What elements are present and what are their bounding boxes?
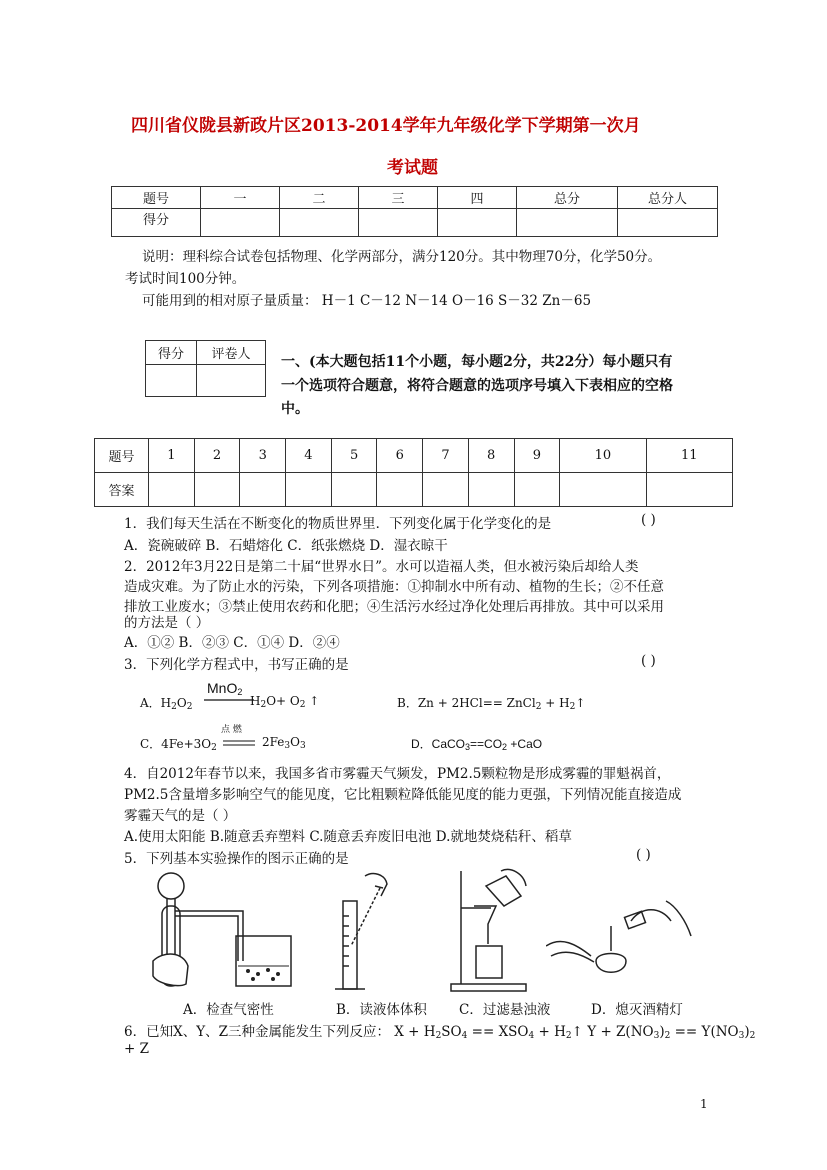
score-header: 题号 (112, 187, 201, 209)
q5-answer-paren: ( ) (636, 847, 651, 863)
score-header: 二 (280, 187, 359, 209)
q5-figure-c-filtration-icon (446, 866, 536, 996)
answer-number: 9 (514, 439, 560, 473)
grader-score-cell[interactable] (146, 365, 197, 397)
q3-answer-paren: ( ) (641, 653, 656, 669)
answer-table (94, 438, 733, 507)
q3-option-a: A．$H_2O_2$ (140, 696, 193, 712)
score-header: 总分 (517, 187, 618, 209)
page-number: 1 (700, 1097, 708, 1111)
section1-line2: 一个选项符合题意，将符合题意的选项序号填入下表相应的空格 (281, 378, 673, 394)
score-cell[interactable] (280, 209, 359, 237)
doc-title-line1: 四川省仪陇县新政片区2013-2014学年九年级化学下学期第一次月 (131, 116, 641, 136)
answer-row-label: 题号 (95, 439, 149, 473)
q3-option-d: D．$CaCO_3==CO_2 +CaO$ (411, 737, 543, 752)
answer-cell[interactable] (377, 473, 423, 507)
answer-number: 11 (646, 439, 732, 473)
note-line1: 说明：理科综合试卷包括物理、化学两部分，满分120分。其中物理70分，化学50分。 (142, 249, 662, 265)
q3-stem: 3．下列化学方程式中，书写正确的是 (124, 657, 349, 673)
answer-cell[interactable] (423, 473, 469, 507)
note-line2: 考试时间100分钟。 (125, 271, 246, 287)
grader-box (145, 340, 266, 397)
answer-number: 2 (194, 439, 240, 473)
answer-cell[interactable] (514, 473, 560, 507)
q3-option-b: B．Zn + 2HCl== ZnCl$_2$ + $H_2↑$ (397, 696, 586, 712)
q3-c-product: $2Fe_3O_3$ (262, 735, 306, 751)
score-header: 三 (359, 187, 438, 209)
q3-a-label: A． (140, 696, 161, 710)
q6-line1: 6．已知X、Y、Z三种金属能发生下列反应： $X + H_2SO_4 == XSO_4$ + $H_2↑$ $Y + Z(NO_3)_2 == Y(NO_3)_2$ (124, 1024, 756, 1041)
q2-options: A．①② B．②③ C．①④ D．②④ (124, 635, 340, 651)
q5-caption-c: C．过滤悬浊液 (459, 1002, 551, 1018)
q1-options: A．瓷碗破碎 B．石蜡熔化 C．纸张燃烧 D．湿衣晾干 (124, 538, 448, 554)
q4-line3: 雾霾天气的是（ ） (124, 808, 237, 824)
grader-name-label: 评卷人 (197, 341, 266, 365)
q1-stem: 1．我们每天生活在不断变化的物质世界里．下列变化属于化学变化的是 (124, 516, 552, 532)
q2-line3: 排放工业废水；③禁止使用农药和化肥；④生活污水经过净化处理后再排放。其中可以采用 (124, 599, 664, 615)
answer-number: 6 (377, 439, 423, 473)
q3-c-equals-sign (223, 740, 255, 746)
answer-number: 8 (468, 439, 514, 473)
q1-answer-paren: ( ) (641, 512, 656, 528)
q5-stem: 5．下列基本实验操作的图示正确的是 (124, 851, 349, 867)
q3-c-condition: 点 燃 (221, 725, 242, 735)
q3-a-catalyst: MnO$_2$ (207, 680, 243, 697)
score-cell[interactable] (201, 209, 280, 237)
answer-cell[interactable] (560, 473, 646, 507)
grader-name-cell[interactable] (197, 365, 266, 397)
score-header: 总分人 (618, 187, 718, 209)
answer-number: 7 (423, 439, 469, 473)
answer-cell[interactable] (331, 473, 377, 507)
q2-line1: 2．2012年3月22日是第二十届“世界水日”。水可以造福人类，但水被污染后却给人类 (124, 559, 639, 575)
score-table (111, 186, 718, 237)
score-header: 四 (438, 187, 517, 209)
q3-a-reactant: H (160, 696, 172, 710)
answer-number: 3 (240, 439, 286, 473)
section1-line1: 一、(本大题包括11个小题，每小题2分，共22分）每小题只有 (281, 354, 673, 370)
score-row-label: 得分 (112, 209, 201, 237)
q3-option-c: C．$4Fe+3O_2$ (140, 737, 217, 753)
answer-number: 1 (149, 439, 195, 473)
answer-row-label: 答案 (95, 473, 149, 507)
q3-a-reaction-line (204, 698, 254, 702)
q4-options: A.使用太阳能 B.随意丢弃塑料 C.随意丢弃废旧电池 D.就地焚烧秸秆、稻草 (124, 829, 572, 845)
q5-figure-b-read-volume-icon (335, 866, 405, 996)
q5-figure-a-airtightness-icon (148, 866, 308, 996)
doc-title-line2: 考试题 (387, 158, 438, 178)
score-cell[interactable] (517, 209, 618, 237)
score-cell[interactable] (359, 209, 438, 237)
answer-number: 4 (286, 439, 332, 473)
note-line3: 可能用到的相对原子量质量： H－1 C－12 N－14 O－16 S－32 Zn－65 (142, 293, 592, 309)
answer-number: 10 (560, 439, 646, 473)
answer-cell[interactable] (646, 473, 732, 507)
grader-score-label: 得分 (146, 341, 197, 365)
q4-line1: 4．自2012年春节以来，我国多省市雾霾天气频发，PM2.5颗粒物是形成雾霾的罪魁祸首， (124, 766, 671, 782)
answer-cell[interactable] (194, 473, 240, 507)
answer-cell[interactable] (468, 473, 514, 507)
q5-figure-d-extinguish-lamp-icon (546, 866, 696, 996)
q3-a-product: $H_2O+ O_2$ ↑ (250, 694, 320, 710)
answer-cell[interactable] (240, 473, 286, 507)
q5-caption-a: A．检查气密性 (183, 1002, 274, 1018)
q6-line2: + Z (124, 1041, 149, 1057)
q5-caption-b: B．读液体体积 (336, 1002, 427, 1018)
q2-line2: 造成灾难。为了防止水的污染，下列各项措施：①抑制水中所有动、植物的生长；②不任意 (124, 579, 664, 595)
q4-line2: PM2.5含量增多影响空气的能见度，它比粗颗粒降低能见度的能力更强，下列情况能直接造成 (124, 787, 682, 803)
answer-cell[interactable] (149, 473, 195, 507)
score-cell[interactable] (618, 209, 718, 237)
section1-line3: 中。 (281, 401, 309, 417)
q5-caption-d: D．熄灭酒精灯 (591, 1002, 683, 1018)
score-cell[interactable] (438, 209, 517, 237)
q2-line4: 的方法是（ ） (124, 615, 210, 631)
answer-number: 5 (331, 439, 377, 473)
score-header: 一 (201, 187, 280, 209)
answer-cell[interactable] (286, 473, 332, 507)
